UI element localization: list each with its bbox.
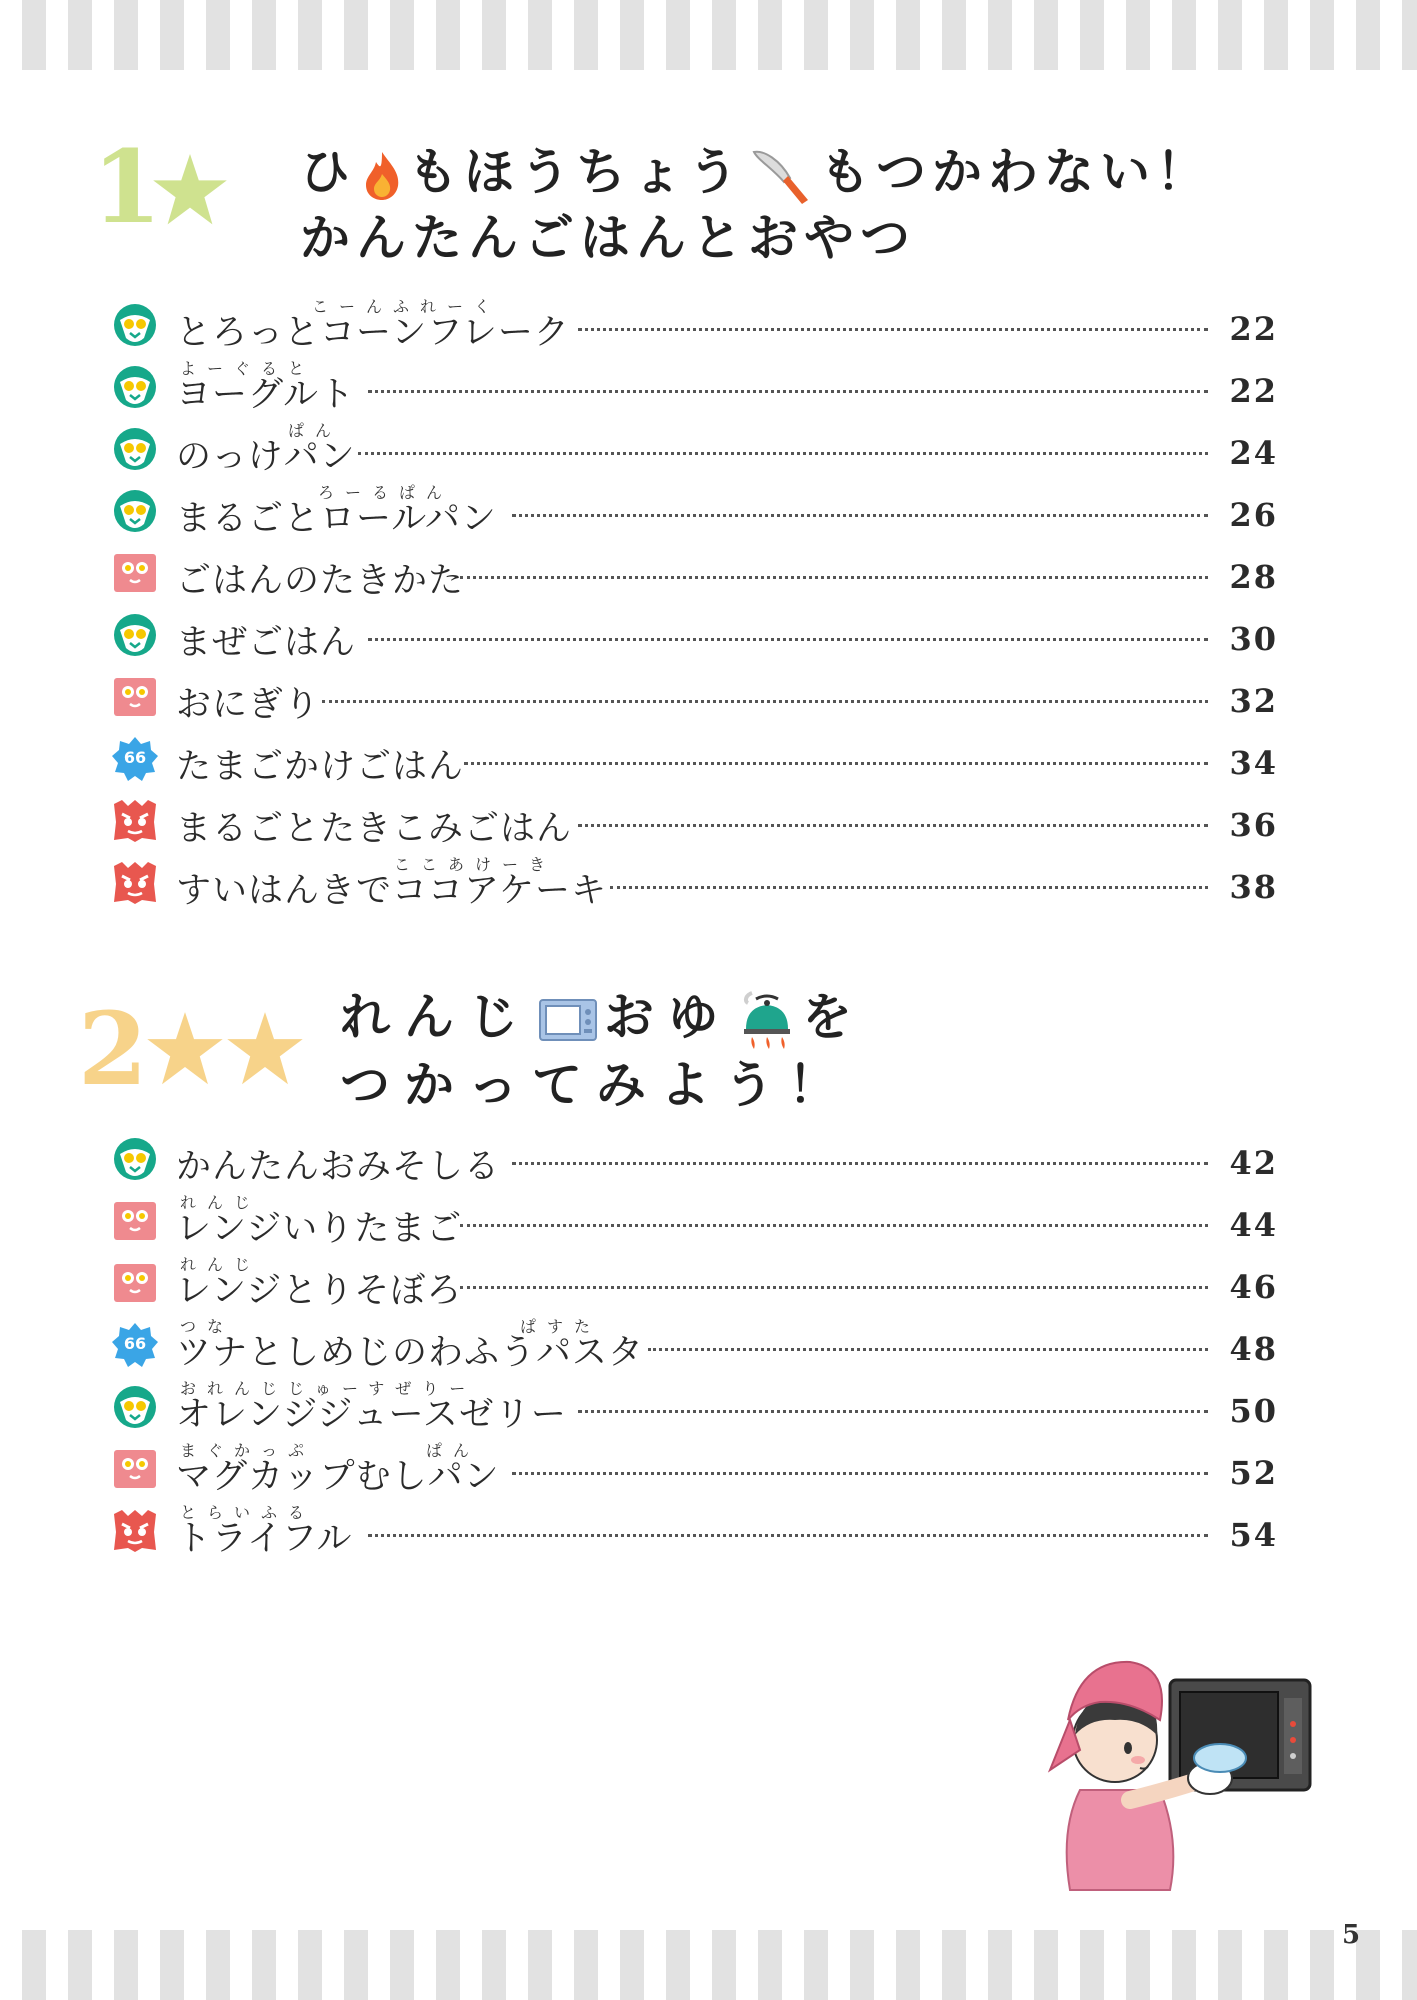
toc-ruby: れんじ	[180, 1193, 262, 1212]
red-face-icon	[112, 1508, 158, 1554]
toc-label: ごはんのたきかた	[176, 561, 465, 601]
toc-page-number: 34	[1229, 744, 1278, 782]
toc-row[interactable]	[108, 724, 1278, 786]
toc-row[interactable]	[108, 1124, 1278, 1186]
toc-page-number: 24	[1229, 434, 1278, 472]
toc-row[interactable]	[108, 476, 1278, 538]
toc-label: トライフル	[176, 1519, 353, 1559]
toc-page-number: 28	[1229, 558, 1278, 596]
toc-ruby: ここあけーき	[394, 855, 557, 874]
star-icon	[150, 150, 230, 230]
section1-title-line2: かんたんごはんとおやつ	[300, 208, 916, 267]
toc-label: ツナとしめじのわふうパスタ	[176, 1333, 645, 1373]
section1-title-part-a: ひ	[300, 143, 356, 201]
toc-label: マグカップむしパン	[176, 1457, 500, 1497]
toc-label: レンジいりたまご	[176, 1209, 463, 1249]
section2-title-part-a: れんじ	[340, 988, 532, 1046]
red-face-icon	[112, 798, 158, 844]
toc-row[interactable]	[108, 600, 1278, 662]
toc-ruby: ぱん	[426, 1441, 481, 1460]
kettle-icon	[738, 989, 796, 1053]
dot-leader	[578, 824, 1208, 827]
toc-label: すいはんきでココアケーキ	[176, 871, 607, 911]
toc-page-number: 22	[1229, 372, 1278, 410]
toc-row[interactable]	[108, 290, 1278, 352]
dot-leader	[368, 638, 1208, 641]
dot-leader	[512, 514, 1208, 517]
toc-row[interactable]	[108, 1248, 1278, 1310]
toc-row[interactable]	[108, 352, 1278, 414]
green-face-icon	[112, 364, 158, 410]
toc-label: のっけパン	[176, 437, 356, 477]
section1-number: 1	[92, 128, 162, 246]
red-face-icon	[112, 860, 158, 906]
pink-face-icon	[112, 550, 158, 596]
section1-title-part-b: もほうちょう	[408, 143, 744, 201]
green-face-icon	[112, 1384, 158, 1430]
toc-page-number: 36	[1229, 806, 1278, 844]
top-stripe-border	[0, 0, 1417, 70]
toc-label: レンジとりそぼろ	[176, 1271, 463, 1311]
toc-page-number: 32	[1229, 682, 1278, 720]
toc-page-number: 50	[1229, 1392, 1278, 1430]
toc-page-number: 44	[1229, 1206, 1278, 1244]
dot-leader	[460, 1286, 1208, 1289]
toc-ruby: こーんふれーく	[312, 297, 502, 316]
dot-leader	[460, 1224, 1208, 1227]
dot-leader	[578, 328, 1208, 331]
toc-page-number: 22	[1229, 310, 1278, 348]
toc-page-number: 30	[1229, 620, 1278, 658]
toc-label: まるごとロールパン	[176, 499, 497, 539]
dot-leader	[512, 1162, 1208, 1165]
toc-label: たまごかけごはん	[176, 747, 465, 787]
pink-face-icon	[112, 1198, 158, 1244]
pink-face-icon	[112, 1446, 158, 1492]
toc-ruby: まぐかっぷ	[180, 1441, 316, 1460]
dot-leader	[368, 390, 1208, 393]
star-icon	[224, 1008, 306, 1090]
section1-title-part-c: もつかわない！	[820, 143, 1212, 201]
toc-page-number: 48	[1229, 1330, 1278, 1368]
section1-toc	[108, 290, 1278, 910]
toc-ruby: ぱすた	[520, 1317, 602, 1336]
dot-leader	[460, 576, 1208, 579]
toc-ruby: ぱん	[288, 421, 343, 440]
microwave-icon	[538, 996, 598, 1046]
toc-row[interactable]	[108, 848, 1278, 910]
toc-page-number: 38	[1229, 868, 1278, 906]
section2-toc	[108, 1124, 1278, 1558]
toc-row[interactable]	[108, 1434, 1278, 1496]
toc-page-number: 54	[1229, 1516, 1278, 1554]
green-face-icon	[112, 612, 158, 658]
star-icon	[144, 1008, 226, 1090]
toc-row[interactable]	[108, 538, 1278, 600]
toc-label: ヨーグルト	[176, 375, 355, 415]
blue-face-icon	[112, 736, 158, 782]
toc-ruby: とらいふる	[180, 1503, 316, 1522]
toc-ruby: つな	[180, 1317, 235, 1336]
toc-label: まるごとたきこみごはん	[176, 809, 573, 849]
toc-label: オレンジジュースゼリー	[176, 1395, 567, 1435]
toc-ruby: れんじ	[180, 1255, 262, 1274]
dot-leader	[464, 762, 1208, 765]
toc-label: かんたんおみそしる	[176, 1147, 501, 1187]
page-number: 5	[1342, 1920, 1361, 1950]
dot-leader	[322, 700, 1208, 703]
toc-row[interactable]	[108, 1496, 1278, 1558]
dot-leader	[578, 1410, 1208, 1413]
toc-ruby: おれんじじゅーすぜりー	[180, 1379, 477, 1398]
toc-row[interactable]	[108, 1310, 1278, 1372]
svg-text:66: 66	[123, 748, 147, 767]
toc-ruby: ろーるぱん	[318, 483, 454, 502]
green-face-icon	[112, 302, 158, 348]
dot-leader	[358, 452, 1208, 455]
section1-title	[300, 140, 1212, 270]
section2-title-part-c: を	[802, 988, 866, 1046]
child-microwave-illustration	[1020, 1640, 1320, 1900]
section2-title-part-b: おゆ	[604, 988, 732, 1046]
bottom-stripe-border	[0, 1930, 1417, 2000]
section2-title-line2: つかってみよう！	[340, 1055, 852, 1114]
knife-icon	[750, 146, 814, 206]
toc-row[interactable]	[108, 662, 1278, 724]
pink-face-icon	[112, 674, 158, 720]
toc-ruby: よーぐると	[180, 359, 316, 378]
pink-face-icon	[112, 1260, 158, 1306]
green-face-icon	[112, 1136, 158, 1182]
toc-page-number: 42	[1229, 1144, 1278, 1182]
section2-number: 2	[78, 990, 148, 1108]
dot-leader	[648, 1348, 1208, 1351]
dot-leader	[512, 1472, 1208, 1475]
dot-leader	[610, 886, 1208, 889]
section2-title	[340, 985, 866, 1117]
toc-label: まぜごはん	[176, 623, 357, 663]
green-face-icon	[112, 426, 158, 472]
toc-row[interactable]	[108, 786, 1278, 848]
svg-text:66: 66	[123, 1334, 147, 1353]
toc-label: おにぎり	[176, 685, 321, 725]
fire-icon	[362, 150, 402, 202]
toc-row[interactable]	[108, 1372, 1278, 1434]
toc-row[interactable]	[108, 1186, 1278, 1248]
blue-face-icon	[112, 1322, 158, 1368]
dot-leader	[368, 1534, 1208, 1537]
green-face-icon	[112, 488, 158, 534]
toc-label: とろっとコーンフレーク	[176, 313, 570, 353]
toc-row[interactable]	[108, 414, 1278, 476]
toc-page-number: 26	[1229, 496, 1278, 534]
toc-page-number: 52	[1229, 1454, 1278, 1492]
toc-page-number: 46	[1229, 1268, 1278, 1306]
